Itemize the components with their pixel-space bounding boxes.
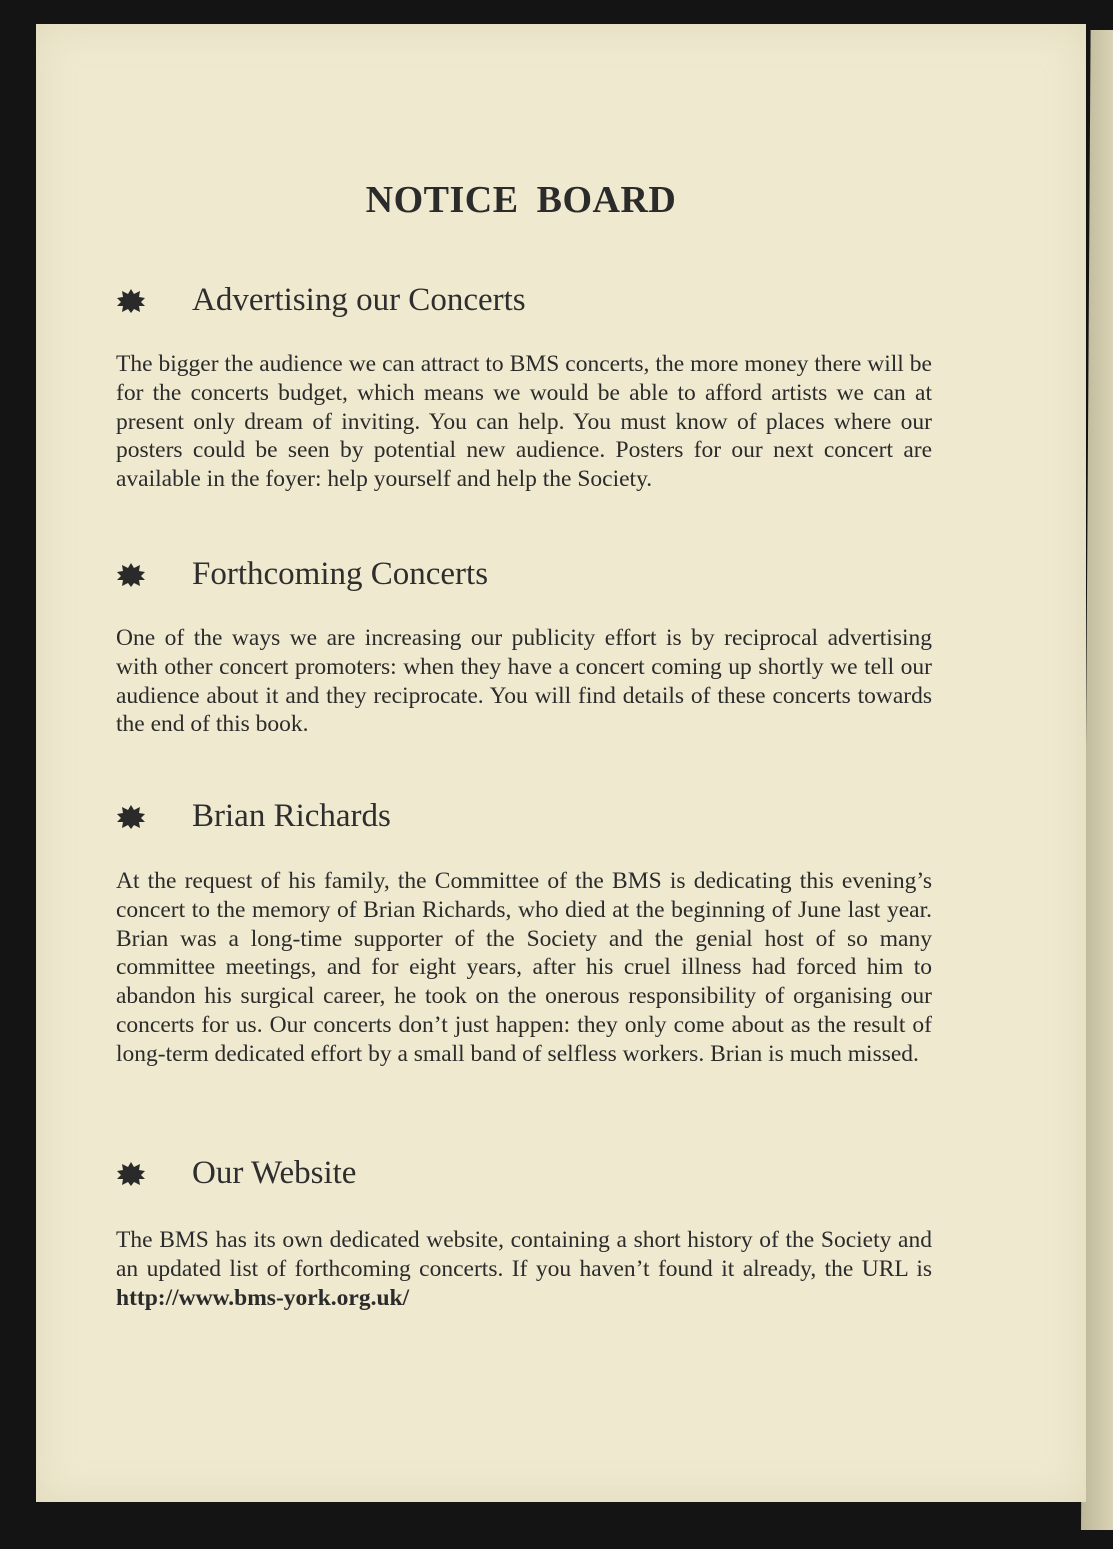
section-body-advertising: The bigger the audience we can attract to BMS concerts, the more money there will be for the concerts budget, which means we would be able to afford artists we can at present only dream of inviting. You can help. You must know of places where our posters could be seen by potential new audience. Posters for our next concert are available in the foyer: help yourself and help the Society. <box>116 351 932 493</box>
starburst-bullet-icon <box>116 804 146 830</box>
section-heading-text: Our Website <box>192 1155 357 1191</box>
website-body-text: The BMS has its own dedicated website, containing a short history of the Society and an updated list of forthcoming concerts. If you haven’t found it already, the URL is <box>116 1227 932 1282</box>
starburst-bullet-icon <box>116 1161 146 1187</box>
starburst-bullet-icon <box>116 562 146 588</box>
section-body-forthcoming: One of the ways we are increasing our publicity effort is by reciprocal advertising with other concert promoters: when they have a concert coming up shortly we tell our audience about it and they reciprocate. You will find details of these concerts towards the end of this book. <box>116 625 932 738</box>
section-heading-text: Forthcoming Concerts <box>192 556 489 592</box>
section-heading-website <box>116 1155 356 1192</box>
section-heading-brian-richards <box>116 798 391 835</box>
section-heading-text: Brian Richards <box>192 798 391 834</box>
section-heading-advertising <box>116 282 526 319</box>
page-title: NOTICE BOARD <box>365 179 677 221</box>
section-heading-forthcoming <box>116 556 488 593</box>
website-url-link[interactable]: http://www.bms-york.org.uk/ <box>116 1284 410 1311</box>
section-body-brian-richards: At the request of his family, the Committee of the BMS is dedicating this evening’s concert to the memory of Brian Richards, who died at the beginning of June last year. Brian was a long-time supporter of the Society and the genial host of so many committee meetings, and for eight years, after his cruel illness had forced him to abandon his surgical career, he took on the onerous responsibility of organising our concerts for us. Our concerts don’t just happen: they only come about as the result of long-term dedicated effort by a small band of selfless workers. Brian is much missed. <box>116 868 932 1067</box>
starburst-bullet-icon <box>116 288 146 314</box>
section-body-website <box>116 1226 932 1312</box>
section-heading-text: Advertising our Concerts <box>192 282 526 318</box>
